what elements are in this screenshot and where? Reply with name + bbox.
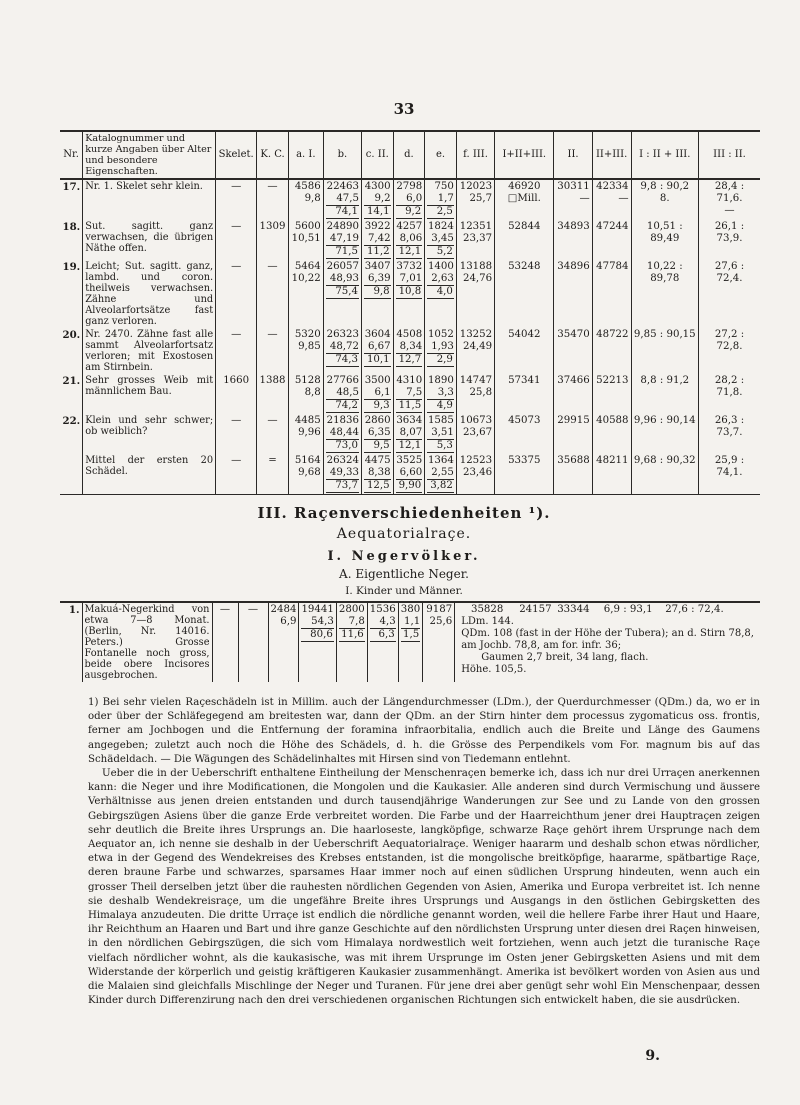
cell-b: 27766 48,5 74,2 (323, 374, 361, 414)
cell-sum: 53375 (495, 454, 554, 495)
cell-a: 4485 9,96 (288, 414, 323, 454)
cell-c: 3922 7,42 11,2 (362, 220, 394, 260)
col-description: Katalognummer und kurze Angaben über Alter und besondere Eigenschaften. (83, 131, 216, 179)
cell-ii-iii: 48211 (592, 454, 631, 495)
cell-e: 1052 1,93 2,9 (425, 328, 457, 374)
cell-ii: 29915 (554, 414, 592, 454)
footnote (88, 696, 760, 1008)
cell-b: 19441 54,3 80,6 (299, 602, 336, 682)
row-skelet: — (216, 260, 257, 328)
row-nr (60, 454, 83, 495)
negro-table (60, 601, 760, 682)
cell-ratio1: 9,8 : 90,2 8. (631, 179, 698, 220)
cell-sum: 53248 (495, 260, 554, 328)
table-header-row (60, 131, 760, 179)
col-ii-iii: II+III. (592, 131, 631, 179)
cell-d: 4310 7,5 11,5 (393, 374, 425, 414)
cell-ii: 35688 (554, 454, 592, 495)
cell-sum: 35828 (470, 604, 504, 615)
col-b: b. (323, 131, 361, 179)
cell-d: 3634 8,07 12,1 (393, 414, 425, 454)
subheading: I. Negervölker. (327, 549, 481, 564)
cell-f: 13252 24,49 (456, 328, 494, 374)
footnote-paragraph-2: Ueber die in der Ueberschrift enthaltene Eintheilung der Menschenraçen bemerke ich, dass ich nur drei Urraçen anerkennen kann: die Neger und ihre Modificationen, die Mongolen und die Kaukasier. Alle anderen sind durch Vermischung und äussere Verhältnisse aus jenen dreien entstanden und durch tausendjährige Wanderungen zur See und zu Lande von den grossen Gebirgszügen Asiens über die ganze Erde verbreitet worden. Die Farbe und der Haarreichthum jener drei Hauptraçen zeigen sehr deutlich die Breite ihres Ursprungs an. Die haarloseste, langköpfige, schwarze Raçe gehört ihrem Ursprunge nach dem Aequator an, ich nenne sie deshalb in der Ueberschrift Aequatorialraçe. Weniger haararm und deshalb schon etwas nördlicher, etwa in der Gegend des Wendekreises des Krebses entstanden, ist die mongolische breitköpfige, haararme, spätbartige Raçe, deren braune Farbe und schwarzes, sparsames Haar immer noch auf einen südlichen Ursprung hindeuten, wenn auch ein grosser Theil derselben jetzt über die rauhesten nördlichen Gegenden von Asien, Amerika und Europa verbreitet ist. Ich nenne sie deshalb Wendekreisraçe, um die ungefähre Breite ihres Ursprungs und Ausgangs in den östlichen Gebirgsketten des Himalaya anzudeuten. Die dritte Urraçe ist endlich die nördliche genannt worden, weil die hellere Farbe ihrer Haut und Haare, ihr Reichthum an Haaren und Bart und ihre ganze Geschichte auf den nördlichsten Ursprung unter diesen drei Raçen hinweisen, in den nördlichen Gebirgszügen, die sich vom Himalaya nordwestlich weit fortziehen, wenn auch jetzt die turanische Raçe vielfach nördlicher wohnt, als die kaukasische, was mit ihrem Ursprunge im Osten jener Gebirgsketten Asiens und mit dem Widerstande der körperlich und geistig kräftigeren Kaukasier zusammenhängt. Amerika ist bevölkert worden von Asien aus und die Malaien sind gleichfalls Mischlinge der Neger und Turanen. Für jene drei aber genügt sehr wohl Ein Menschenpaar, dessen Kinder durch Differenzirung nach den drei verschiedenen organischen Richtungen sich entwickelt haben, die sie ausdrücken. (88, 768, 760, 1007)
cell-f: 13188 24,76 (456, 260, 494, 328)
cell-sum: 52844 (495, 220, 554, 260)
row-kc: 1309 (257, 220, 289, 260)
cell-ratio2: 27,6 : 72,4. (699, 260, 760, 328)
cell-ratio1: 8,8 : 91,2 (631, 374, 698, 414)
table-row (60, 328, 760, 374)
table-row (60, 179, 760, 220)
cell-ratio1: 10,22 : 89,78 (631, 260, 698, 328)
cell-a: 2484 6,9 (268, 602, 299, 682)
race-heading: Aequatorialraçe. (336, 526, 472, 542)
cell-b: 26323 48,72 74,3 (323, 328, 361, 374)
cell-sum: 57341 (495, 374, 554, 414)
cell-d: 3732 7,01 10,8 (393, 260, 425, 328)
row-kc: — (257, 328, 289, 374)
row-description: Sehr grosses Weib mit männlichem Bau. (83, 374, 216, 414)
cell-c: 4475 8,38 12,5 (362, 454, 394, 495)
cell-d: 2798 6,0 9,2 (393, 179, 425, 220)
cell-f: 14747 25,8 (456, 374, 494, 414)
row-nr: 20. (62, 329, 81, 341)
cell-ratio2: 28,4 : 71,6. — (699, 179, 760, 220)
cell-e: 1824 3,45 5,2 (425, 220, 457, 260)
row-nr: 19. (62, 261, 81, 273)
section-heading: III. Raçenverschiedenheiten ¹). (257, 504, 551, 522)
cell-ratio2: 25,9 : 74,1. (699, 454, 760, 495)
col-f: f. III. (456, 131, 494, 179)
measurement-table (60, 130, 760, 495)
row-skelet: — (216, 454, 257, 495)
page-number: 33 (393, 100, 415, 118)
cell-c: 3604 6,67 10,1 (362, 328, 394, 374)
cell-a: 5600 10,51 (288, 220, 323, 260)
table-row (60, 260, 760, 328)
cell-ratio2: 26,3 : 73,7. (699, 414, 760, 454)
cell-ii-iii: 42334 — (592, 179, 631, 220)
cell-a: 5320 9,85 (288, 328, 323, 374)
col-ii: II. (554, 131, 592, 179)
cell-e: 1400 2,63 4,0 (425, 260, 457, 328)
cell-b: 21836 48,44 73,0 (323, 414, 361, 454)
cell-ii: 30311 — (554, 179, 592, 220)
cell-e: 380 1,1 1,5 (398, 602, 422, 682)
cell-c: 2860 6,35 9,5 (362, 414, 394, 454)
col-skelet: Skelet. (216, 131, 257, 179)
col-e: e. (425, 131, 457, 179)
cell-ii: 35470 (554, 328, 592, 374)
table-row (60, 414, 760, 454)
cell-ratio1: 6,9 : 93,1 (603, 604, 653, 615)
cell-c: 3500 6,1 9,3 (362, 374, 394, 414)
cell-results (455, 602, 760, 682)
cell-ii: 37466 (554, 374, 592, 414)
row-skelet: — (216, 328, 257, 374)
col-ratio2: III : II. (699, 131, 760, 179)
row-kc: = (257, 454, 289, 495)
row-nr: 22. (62, 415, 81, 427)
cell-e: 1364 2,55 3,82 (425, 454, 457, 495)
cell-d: 3525 6,60 9,90 (393, 454, 425, 495)
cell-a: 5164 9,68 (288, 454, 323, 495)
cell-e: 1890 3,3 4,9 (425, 374, 457, 414)
cell-f: 9187 25,6 (423, 602, 455, 682)
subheading-3: I. Kinder und Männer. (345, 585, 463, 597)
row-nr: 18. (62, 221, 81, 233)
row-kc: 1388 (257, 374, 289, 414)
row-kc: — (238, 602, 268, 682)
footnote-paragraph-1: 1) Bei sehr vielen Raçeschädeln ist in Millim. auch der Längendurchmesser (LDm.), der Querdurchmesser (QDm.) da, wo er in oder über der Schläfegegend am breitesten war, dann der QDm. an der Stirn hinter dem processus zygomaticus oss. frontis, ferner am Jochbogen und die Entfernung der foramina infraorbitalia, endlich auch die Breite und Länge des Gaumens angegeben; zuletzt auch noch die Höhe des Schädels, d. h. die Grösse des Perpendikels vom For. magnum bis auf das Schädeldach. — Die Wägungen des Schädelinhaltes mit Hirsen sind von Tiedemann entlehnt. (88, 697, 760, 765)
cell-ii-iii: 47244 (592, 220, 631, 260)
row-nr: 21. (62, 375, 81, 387)
col-a: a. I. (288, 131, 323, 179)
signature-mark: 9. (645, 1048, 660, 1064)
note-gaumen: Gaumen 2,7 breit, 34 lang, flach. (481, 652, 649, 663)
row-skelet: — (216, 220, 257, 260)
row-description: Nr. 1. Skelet sehr klein. (83, 179, 216, 220)
cell-ratio2: 26,1 : 73,9. (699, 220, 760, 260)
cell-d: 4257 8,06 12,1 (393, 220, 425, 260)
cell-a: 5464 10,22 (288, 260, 323, 328)
cell-ii: 24157 (519, 604, 552, 615)
cell-f: 10673 23,67 (456, 414, 494, 454)
cell-ii-iii: 33344 (557, 604, 590, 615)
row-description: Makuá-Negerkind von etwa 7—8 Monat. (Berlin, Nr. 14016. Peters.) Grosse Fontanelle noch gross, beide obere Incisores ausgebrochen. (82, 602, 212, 682)
cell-b: 22463 47,5 74,1 (323, 179, 361, 220)
row-description: Mittel der ersten 20 Schädel. (83, 454, 216, 495)
table-row (60, 374, 760, 414)
cell-c: 4300 9,2 14,1 (362, 179, 394, 220)
cell-sum: 45073 (495, 414, 554, 454)
note-hoehe: Höhe. 105,5. (461, 664, 527, 675)
col-ratio1: I : II + III. (631, 131, 698, 179)
cell-a: 4586 9,8 (288, 179, 323, 220)
cell-c: 2800 7,8 11,6 (336, 602, 367, 682)
cell-ratio1: 10,51 : 89,49 (631, 220, 698, 260)
cell-ratio1: 9,68 : 90,32 (631, 454, 698, 495)
cell-sum: 46920 □Mill. (495, 179, 554, 220)
col-kc: K. C. (257, 131, 289, 179)
col-d: d. (393, 131, 425, 179)
cell-b: 26057 48,93 75,4 (323, 260, 361, 328)
row-kc: — (257, 260, 289, 328)
row-description: Leicht; Sut. sagitt. ganz, lambd. und coron. theilweis verwachsen. Zähne und Alveolarfortsätze fast ganz verloren. (83, 260, 216, 328)
row-skelet: 1660 (216, 374, 257, 414)
row-kc: — (257, 179, 289, 220)
cell-f: 12023 25,7 (456, 179, 494, 220)
col-sum: I+II+III. (495, 131, 554, 179)
row-skelet: — (212, 602, 238, 682)
cell-d: 1536 4,3 6,3 (367, 602, 398, 682)
cell-d: 4508 8,34 12,7 (393, 328, 425, 374)
subheading-2: A. Eigentliche Neger. (339, 567, 469, 581)
note-ldm: LDm. 144. (461, 616, 514, 627)
cell-ratio2: 27,6 : 72,4. (665, 604, 724, 615)
cell-ratio1: 9,85 : 90,15 (631, 328, 698, 374)
cell-c: 3407 6,39 9,8 (362, 260, 394, 328)
cell-ii: 34896 (554, 260, 592, 328)
cell-a: 5128 8,8 (288, 374, 323, 414)
cell-ii-iii: 48722 (592, 328, 631, 374)
table-row (60, 602, 760, 682)
cell-f: 12523 23,46 (456, 454, 494, 495)
cell-f: 12351 23,37 (456, 220, 494, 260)
col-c: c. II. (362, 131, 394, 179)
cell-ii-iii: 47784 (592, 260, 631, 328)
table-row (60, 220, 760, 260)
notes (461, 616, 758, 676)
row-skelet: — (216, 179, 257, 220)
cell-sum: 54042 (495, 328, 554, 374)
col-nr: Nr. (63, 149, 79, 160)
row-kc: — (257, 414, 289, 454)
cell-ratio2: 28,2 : 71,8. (699, 374, 760, 414)
row-description: Klein und sehr schwer; ob weiblich? (83, 414, 216, 454)
document-page (48, 96, 760, 1086)
cell-e: 1585 3,51 5,3 (425, 414, 457, 454)
row-nr: 17. (62, 181, 81, 193)
row-description: Sut. sagitt. ganz verwachsen, die übrigen Näthe offen. (83, 220, 216, 260)
row-description: Nr. 2470. Zähne fast alle sammt Alveolarfortsatz verloren; mit Exostosen am Stirnbein. (83, 328, 216, 374)
table-row (60, 454, 760, 495)
cell-b: 26324 49,33 73,7 (323, 454, 361, 495)
row-skelet: — (216, 414, 257, 454)
cell-ratio2: 27,2 : 72,8. (699, 328, 760, 374)
cell-ii-iii: 52213 (592, 374, 631, 414)
note-qdm: QDm. 108 (fast in der Höhe der Tubera); an d. Stirn 78,8, am Jochb. 78,8, am for. infr. 36; (461, 628, 754, 651)
cell-e: 750 1,7 2,5 (425, 179, 457, 220)
cell-ratio1: 9,96 : 90,14 (631, 414, 698, 454)
cell-b: 24890 47,19 71,5 (323, 220, 361, 260)
row-nr: 1. (68, 604, 80, 616)
cell-ii: 34893 (554, 220, 592, 260)
cell-ii-iii: 40588 (592, 414, 631, 454)
